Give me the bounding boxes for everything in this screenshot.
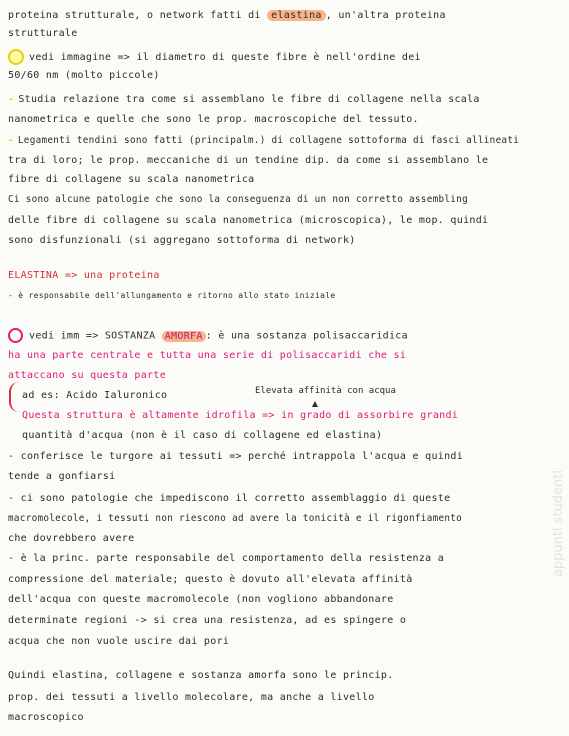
text-line: - ci sono patologie che impediscono il corretto assemblaggio di queste xyxy=(8,493,451,504)
text-line: - è la princ. parte responsabile del comportamento della resistenza a xyxy=(8,553,445,564)
text-line: tende a gonfiarsi xyxy=(8,471,116,482)
text-line: compressione del materiale; questo è dovuto all'elevata affinità xyxy=(8,574,413,585)
text-line: che dovrebbero avere xyxy=(8,533,135,544)
text-line: acqua che non vuole uscire dai pori xyxy=(8,636,230,647)
text-line: prop. dei tessuti a livello molecolare, ma anche a livello xyxy=(8,692,375,703)
heading-elastina: ELASTINA => una proteina xyxy=(8,270,160,281)
red-bracket-icon xyxy=(9,382,19,412)
text-line: determinate regioni -> si crea una resistenza, ad es spingere o xyxy=(8,615,407,626)
text-line-part: vedi imm => SOSTANZA xyxy=(29,330,162,342)
text-line-part: , un'altra proteina xyxy=(325,10,446,21)
yellow-dash-icon: - xyxy=(8,135,14,146)
text-line: Studia relazione tra come si assemblano le fibre di collagene nella scala xyxy=(18,94,480,105)
annotation-affinity: Elevata affinità con acqua xyxy=(255,386,396,396)
yellow-dash-icon: - xyxy=(8,94,15,105)
text-line: Questa struttura è altamente idrofila => in grado di assorbire grandi xyxy=(22,410,459,421)
text-line: fibre di collagene su scala nanometrica xyxy=(8,174,255,185)
text-line: delle fibre di collagene su scala nanometrica (microscopica), le mop. quindi xyxy=(8,215,489,226)
text-line: sono disfunzionali (si aggregano sottoforma di network) xyxy=(8,235,356,246)
text-line: Quindi elastina, collagene e sostanza amorfa sono le princip. xyxy=(8,670,394,681)
text-line: macromolecole, i tessuti non riescono ad avere la tonicità e il rigonfiamento xyxy=(8,513,463,524)
watermark: appunti studenti xyxy=(551,470,566,578)
text-line-part: : è una sostanza polisaccaridica xyxy=(205,330,408,342)
text-line: dell'acqua con queste macromolecole (non vogliono abbandonare xyxy=(8,594,394,605)
text-line: 50/60 nm (molto piccole) xyxy=(8,70,160,81)
text-line: attaccano su questa parte xyxy=(8,370,167,381)
bullet-line xyxy=(8,49,421,65)
text-line: quantità d'acqua (non è il caso di collagene ed elastina) xyxy=(22,430,383,441)
text-line: - conferisce le turgore ai tessuti => perché intrappola l'acqua e quindi xyxy=(8,451,464,462)
text-line: tra di loro; le prop. meccaniche di un tendine dip. da come si assemblano le xyxy=(8,155,489,166)
arrow-up-icon xyxy=(312,401,318,407)
highlight-amorfa: AMORFA xyxy=(162,331,206,342)
highlight-elastina: elastina xyxy=(267,10,326,21)
text-line: - è responsabile dell'allungamento e ritorno allo stato iniziale xyxy=(8,291,336,300)
bullet-line xyxy=(8,94,480,105)
bullet-line xyxy=(8,135,519,146)
text-line: Ci sono alcune patologie che sono la conseguenza di un non corretto assembling xyxy=(8,194,468,205)
text-line: nanometrica e quelle che sono le prop. macroscopiche del tessuto. xyxy=(8,114,419,125)
text-line: vedi immagine => il diametro di queste fibre è nell'ordine dei xyxy=(29,52,421,63)
text-line: Legamenti tendini sono fatti (principalm.) di collagene sottoforma di fasci allineati xyxy=(17,135,520,146)
text-line-part: proteina strutturale, o network fatti di xyxy=(8,10,268,21)
bullet-line xyxy=(8,328,408,343)
pink-circle-bullet-icon xyxy=(8,328,23,343)
text-line: macroscopico xyxy=(8,712,84,723)
yellow-circle-bullet-icon xyxy=(8,49,24,65)
text-line: strutturale xyxy=(8,28,78,39)
text-line xyxy=(8,10,446,21)
text-line: ha una parte centrale e tutta una serie di polisaccaridi che si xyxy=(8,350,407,361)
text-line: ad es: Acido Ialuronico xyxy=(22,390,168,401)
